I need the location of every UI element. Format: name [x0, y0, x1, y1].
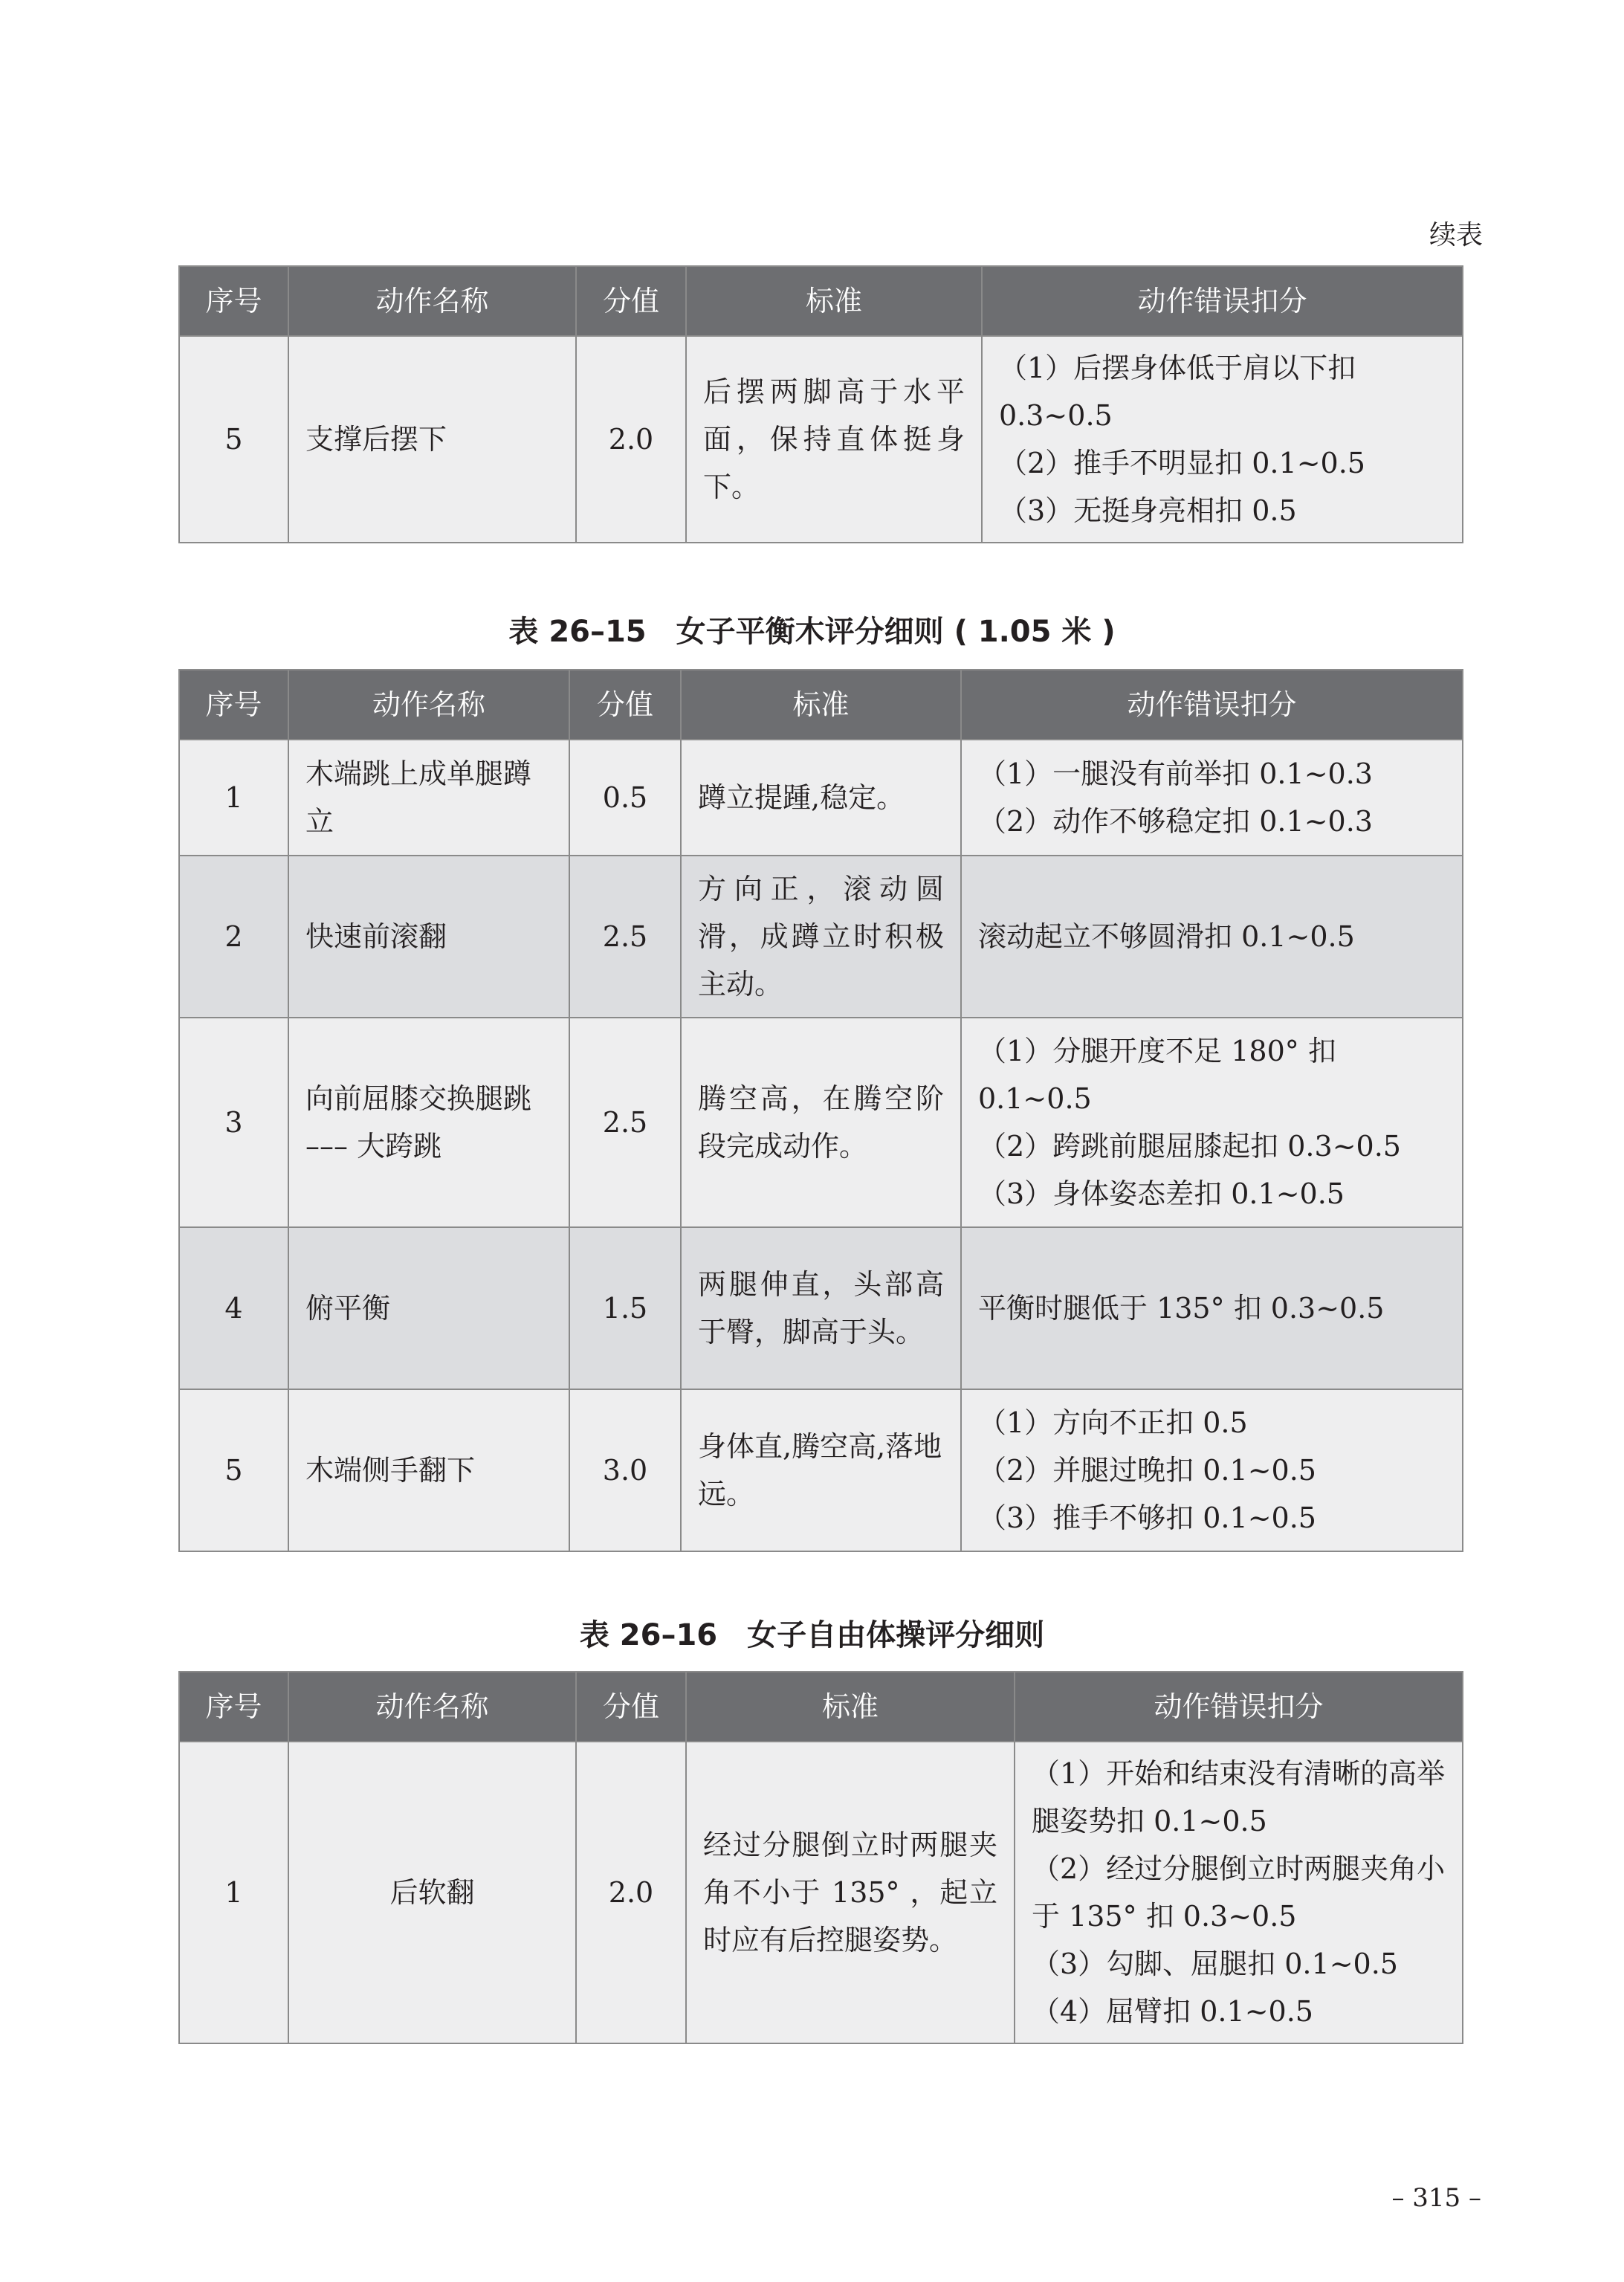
cell-name: 支撑后摆下 [288, 336, 576, 543]
deduction-item: （2）经过分腿倒立时两腿夹角小于 135° 扣 0.3~0.5 [1032, 1852, 1446, 1933]
table-26-16-caption: 表 26–16 女子自由体操评分细则 [579, 1618, 1045, 1652]
cell-deductions [961, 1227, 1463, 1389]
cell-score: 1.5 [569, 1227, 681, 1389]
header-deductions: 动作错误扣分 [961, 670, 1463, 740]
cell-no: 3 [179, 1018, 288, 1227]
table-row [179, 1389, 1463, 1551]
cell-deductions [961, 856, 1463, 1018]
header-name: 动作名称 [288, 670, 569, 740]
cell-standard: 两腿伸直，头部高于臀，脚高于头。 [681, 1227, 961, 1389]
deduction-item: 滚动起立不够圆滑扣 0.1~0.5 [978, 920, 1355, 953]
deduction-item: （4）屈臂扣 0.1~0.5 [1032, 1995, 1313, 2028]
table-header-row [179, 1672, 1463, 1742]
table-26-15-caption: 表 26–15 女子平衡木评分细则 ( 1.05 米 ) [508, 615, 1116, 649]
deduction-item: （1）方向不正扣 0.5 [978, 1406, 1248, 1439]
header-deductions: 动作错误扣分 [1015, 1672, 1463, 1742]
cell-standard: 方向正，滚动圆滑，成蹲立时积极主动。 [681, 856, 961, 1018]
cell-score: 0.5 [569, 740, 681, 856]
deduction-item: （1）开始和结束没有清晰的高举腿姿势扣 0.1~0.5 [1032, 1757, 1446, 1837]
header-score: 分值 [576, 266, 686, 336]
continued-label: 续表 [1429, 220, 1483, 250]
header-name: 动作名称 [288, 1672, 576, 1742]
cell-deductions [1015, 1742, 1463, 2043]
cell-name: 木端跳上成单腿蹲立 [288, 740, 569, 856]
cell-no: 5 [179, 336, 288, 543]
table-row [179, 1742, 1463, 2043]
deduction-item: （2）并腿过晚扣 0.1~0.5 [978, 1454, 1316, 1487]
cell-deductions [961, 1018, 1463, 1227]
deduction-item: （1）一腿没有前举扣 0.1~0.3 [978, 757, 1373, 790]
header-standard: 标准 [681, 670, 961, 740]
continued-table [178, 265, 1463, 543]
cell-no: 1 [179, 740, 288, 856]
deduction-item: （2）动作不够稳定扣 0.1~0.3 [978, 805, 1373, 838]
deduction-item: （3）推手不够扣 0.1~0.5 [978, 1502, 1316, 1534]
cell-score: 2.0 [576, 1742, 686, 2043]
cell-score: 3.0 [569, 1389, 681, 1551]
table-row [179, 740, 1463, 856]
deduction-item: （3）无挺身亮相扣 0.5 [999, 494, 1297, 527]
cell-deductions [982, 336, 1463, 543]
table-row [179, 856, 1463, 1018]
cell-name: 向前屈膝交换腿跳 ––– 大跨跳 [288, 1018, 569, 1227]
cell-score: 2.5 [569, 1018, 681, 1227]
header-no: 序号 [179, 670, 288, 740]
deduction-item: 平衡时腿低于 135° 扣 0.3~0.5 [978, 1292, 1385, 1325]
cell-no: 1 [179, 1742, 288, 2043]
cell-deductions [961, 740, 1463, 856]
table-header-row [179, 670, 1463, 740]
header-standard: 标准 [686, 1672, 1015, 1742]
header-no: 序号 [179, 266, 288, 336]
header-no: 序号 [179, 1672, 288, 1742]
table-row [179, 336, 1463, 543]
table-row [179, 1018, 1463, 1227]
cell-deductions [961, 1389, 1463, 1551]
deduction-item: （1）后摆身体低于肩以下扣 0.3~0.5 [999, 352, 1356, 432]
cell-no: 2 [179, 856, 288, 1018]
page-number: – 315 – [1391, 2183, 1481, 2213]
deduction-item: （1）分腿开度不足 180° 扣 0.1~0.5 [978, 1035, 1336, 1115]
cell-standard: 身体直,腾空高,落地远。 [681, 1389, 961, 1551]
deduction-item: （2）跨跳前腿屈膝起扣 0.3~0.5 [978, 1130, 1401, 1163]
cell-standard: 腾空高，在腾空阶段完成动作。 [681, 1018, 961, 1227]
header-standard: 标准 [686, 266, 982, 336]
cell-standard: 后摆两脚高于水平面，保持直体挺身下。 [686, 336, 982, 543]
header-score: 分值 [576, 1672, 686, 1742]
deduction-item: （2）推手不明显扣 0.1~0.5 [999, 447, 1365, 479]
table-header-row [179, 266, 1463, 336]
deduction-item: （3）身体姿态差扣 0.1~0.5 [978, 1177, 1345, 1210]
cell-name: 俯平衡 [288, 1227, 569, 1389]
table-26-16 [178, 1671, 1463, 2044]
cell-name: 木端侧手翻下 [288, 1389, 569, 1551]
table-row [179, 1227, 1463, 1389]
cell-name: 快速前滚翻 [288, 856, 569, 1018]
cell-name: 后软翻 [288, 1742, 576, 2043]
cell-standard: 经过分腿倒立时两腿夹角不小于 135° ，起立时应有后控腿姿势。 [686, 1742, 1015, 2043]
cell-score: 2.0 [576, 336, 686, 543]
cell-standard: 蹲立提踵,稳定。 [681, 740, 961, 856]
table-26-15 [178, 669, 1463, 1552]
deduction-item: （3）勾脚、屈腿扣 0.1~0.5 [1032, 1948, 1398, 1980]
header-name: 动作名称 [288, 266, 576, 336]
header-score: 分值 [569, 670, 681, 740]
header-deductions: 动作错误扣分 [982, 266, 1463, 336]
cell-no: 5 [179, 1389, 288, 1551]
cell-no: 4 [179, 1227, 288, 1389]
cell-score: 2.5 [569, 856, 681, 1018]
